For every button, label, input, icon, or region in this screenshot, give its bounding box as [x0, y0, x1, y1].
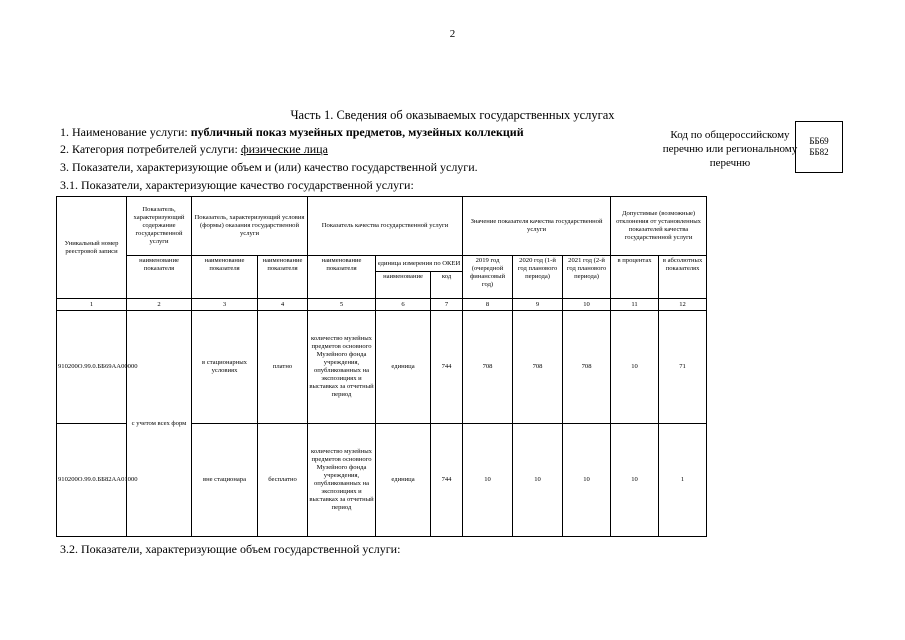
value-2021: 708	[563, 311, 611, 424]
service-name-prefix: 1. Наименование услуги:	[60, 125, 191, 139]
quality-indicator: количество музейных предметов основного Музейного фонда учреждения, опубликованных на экспозициях и выставках за отчетный период	[308, 424, 376, 537]
header-percent: в процентах	[611, 256, 659, 299]
header-conditions: Показатель, характеризующий условия (формы) оказания государственной услуги	[192, 197, 308, 256]
column-number: 1	[57, 299, 127, 311]
header-unit-code: код	[431, 272, 463, 299]
value-2019: 10	[463, 424, 513, 537]
column-number: 6	[376, 299, 431, 311]
deviation-percent: 10	[611, 424, 659, 537]
consumer-category-value: физические лица	[240, 142, 328, 156]
section-3-2-heading: 3.2. Показатели, характеризующие объем государственной услуги:	[60, 542, 401, 556]
value-2019: 708	[463, 311, 513, 424]
header-unique-number: Уникальный номер реестровой записи	[57, 197, 127, 299]
header-quality-values: Значение показателя качества государственной услуги	[463, 197, 611, 256]
header-unit-okei: единица измерения по ОКЕИ	[376, 256, 463, 272]
condition-form: вне стационара	[192, 424, 258, 537]
table-header-row-1	[57, 197, 707, 256]
table-header-row-2	[57, 256, 707, 272]
header-content-indicator-name: наименование показателя	[127, 256, 192, 299]
column-number: 12	[659, 299, 707, 311]
condition-form: в стационарных условиях	[192, 311, 258, 424]
registry-id: 910200О.99.0.ББ69АА00000	[57, 311, 127, 424]
header-condition1-indicator-name: наименование показателя	[192, 256, 258, 299]
header-absolute: в абсолютных показателях	[659, 256, 707, 299]
column-number: 4	[258, 299, 308, 311]
unit-name: единица	[376, 424, 431, 537]
condition-payment: платно	[258, 311, 308, 424]
part-title: Часть 1. Сведения об оказываемых государственных услугах	[290, 108, 615, 122]
condition-payment: бесплатно	[258, 424, 308, 537]
value-2020: 10	[513, 424, 563, 537]
content-value: с учетом всех форм	[127, 311, 192, 537]
registry-code-box	[795, 121, 843, 173]
section-3-1-heading: 3.1. Показатели, характеризующие качество государственной услуги:	[60, 178, 414, 192]
header-quality-indicator-name: наименование показателя	[308, 256, 376, 299]
quality-indicator: количество музейных предметов основного Музейного фонда учреждения, опубликованных на экспозициях и выставках за отчетный период	[308, 311, 376, 424]
column-number: 3	[192, 299, 258, 311]
column-number: 8	[463, 299, 513, 311]
deviation-absolute: 71	[659, 311, 707, 424]
column-number: 10	[563, 299, 611, 311]
unit-code: 744	[431, 424, 463, 537]
registry-code-2: ББ82	[809, 147, 829, 157]
header-year-2020: 2020 год (1-й год планового периода)	[513, 256, 563, 299]
column-number: 7	[431, 299, 463, 311]
service-name-value: публичный показ музейных предметов, музейных коллекций	[190, 125, 524, 139]
column-number: 11	[611, 299, 659, 311]
column-number: 9	[513, 299, 563, 311]
consumer-category-prefix: 2. Категория потребителей услуги:	[60, 142, 241, 156]
header-condition2-indicator-name: наименование показателя	[258, 256, 308, 299]
registry-code-label: Код по общероссийскому перечню или региональному перечню	[662, 129, 798, 169]
registry-id: 910200О.99.0.ББ82АА01000	[57, 424, 127, 537]
unit-code: 744	[431, 311, 463, 424]
registry-code-1: ББ69	[809, 136, 829, 146]
column-number: 2	[127, 299, 192, 311]
page-number: 2	[449, 28, 456, 40]
value-2021: 10	[563, 424, 611, 537]
unit-name: единица	[376, 311, 431, 424]
header-year-2019: 2019 год (очередной финансовый год)	[463, 256, 513, 299]
header-year-2021: 2021 год (2-й год планового периода)	[563, 256, 611, 299]
header-unit-name: наименование	[376, 272, 431, 299]
table-row	[57, 311, 707, 424]
header-deviations: Допустимые (возможные) отклонения от установленных показателей качества государственной услуги	[611, 197, 707, 256]
deviation-absolute: 1	[659, 424, 707, 537]
consumer-category-line	[60, 142, 328, 157]
service-name-line	[60, 125, 524, 140]
value-2020: 708	[513, 311, 563, 424]
table-column-numbers-row	[57, 299, 707, 311]
deviation-percent: 10	[611, 311, 659, 424]
column-number: 5	[308, 299, 376, 311]
quality-indicators-table	[56, 196, 707, 537]
section-3-heading: 3. Показатели, характеризующие объем и (или) качество государственной услуги.	[60, 160, 478, 174]
header-quality: Показатель качества государственной услуги	[308, 197, 463, 256]
header-content: Показатель, характеризующий содержание государственной услуги	[127, 197, 192, 256]
